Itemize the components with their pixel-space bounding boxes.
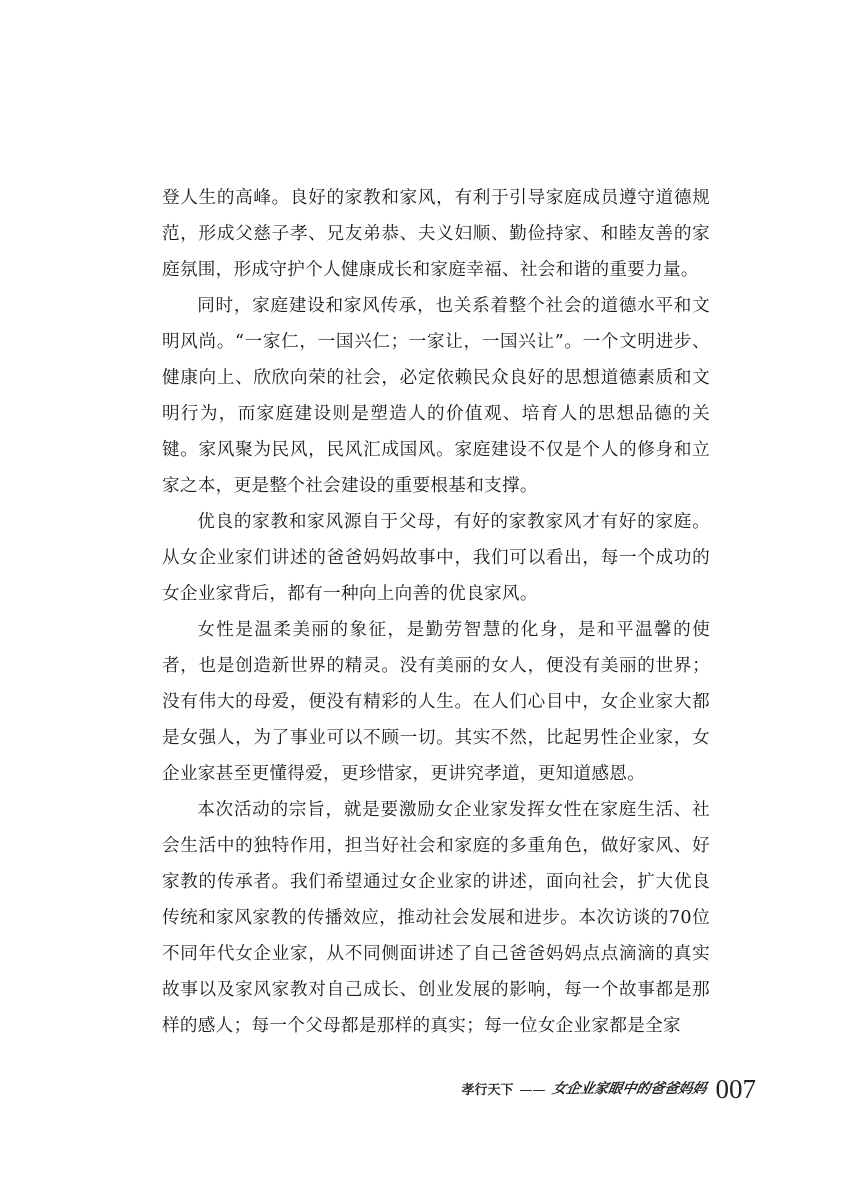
- footer-separator: ——: [519, 1083, 546, 1098]
- paragraph-continuation: 登人生的高峰。良好的家教和家风，有利于引导家庭成员遵守道德规范，形成父慈子孝、兄友弟恭、夫义妇顺、勤俭持家、和睦友善的家庭氛围，形成守护个人健康成长和家庭幸福、社会和谐的重要力量。: [162, 188, 710, 280]
- book-title: 女企业家眼中的爸爸妈妈: [550, 1081, 708, 1097]
- paragraph: 本次活动的宗旨，就是要激励女企业家发挥女性在家庭生活、社会生活中的独特作用，担当好社会和家庭的多重角色，做好家风、好家教的传承者。我们希望通过女企业家的讲述，面向社会，扩大优良传统和家风家教的传播效应，推动社会发展和进步。本次访谈的70位不同年代女企业家，从不同侧面讲述了自己爸爸妈妈点点滴滴的真实故事以及家风家教对自己成长、创业发展的影响，每一个故事都是那样的感人；每一个父母都是那样的真实；每一位女企业家都是全家: [162, 800, 710, 1036]
- running-footer: [461, 1074, 756, 1104]
- body-text: [162, 180, 710, 1044]
- paragraph: 优良的家教和家风源自于父母，有好的家教家风才有好的家庭。从女企业家们讲述的爸爸妈妈故事中，我们可以看出，每一个成功的女企业家背后，都有一种向上向善的优良家风。: [162, 512, 710, 604]
- paragraph: 同时，家庭建设和家风传承，也关系着整个社会的道德水平和文明风尚。“一家仁，一国兴仁；一家让，一国兴让”。一个文明进步、健康向上、欣欣向荣的社会，必定依赖民众良好的思想道德素质和文明行为，而家庭建设则是塑造人的价值观、培育人的思想品德的关键。家风聚为民风，民风汇成国风。家庭建设不仅是个人的修身和立家之本，更是整个社会建设的重要根基和支撑。: [162, 296, 710, 496]
- page-number: 007: [715, 1074, 756, 1104]
- series-name: 孝行天下: [461, 1083, 514, 1098]
- paragraph: 女性是温柔美丽的象征，是勤劳智慧的化身，是和平温馨的使者，也是创造新世界的精灵。没有美丽的女人，便没有美丽的世界；没有伟大的母爱，便没有精彩的人生。在人们心目中，女企业家大都是女强人，为了事业可以不顾一切。其实不然，比起男性企业家，女企业家甚至更懂得爱，更珍惜家，更讲究孝道，更知道感恩。: [162, 620, 710, 784]
